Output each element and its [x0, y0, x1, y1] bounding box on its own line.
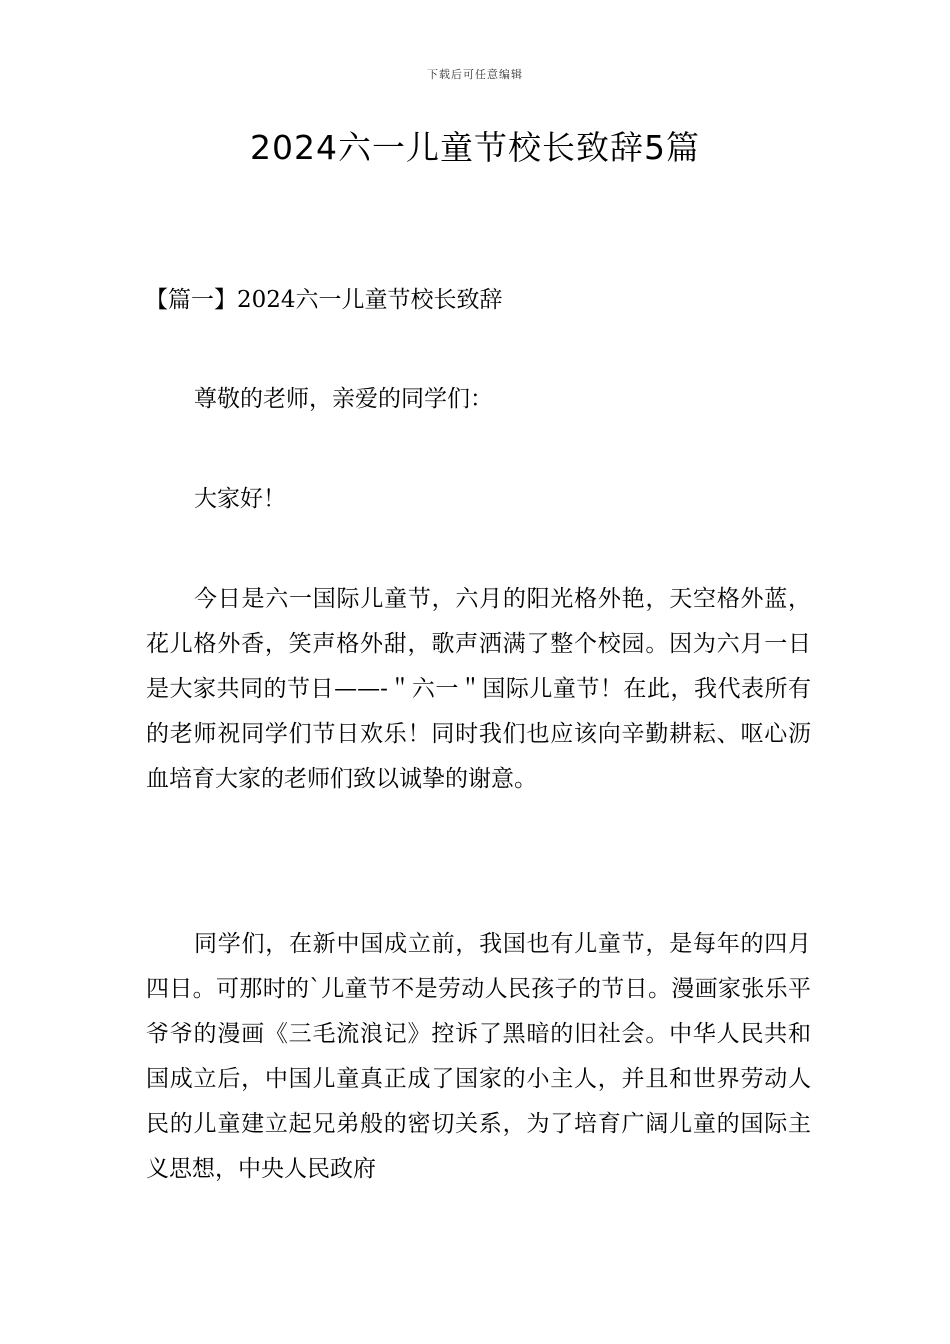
- header-note: 下载后可任意编辑: [427, 68, 523, 81]
- section-heading: 【篇一】2024六一儿童节校长致辞: [145, 287, 503, 313]
- paragraph-body: 同学们，在新中国成立前，我国也有儿童节，是每年的四月四日。可那时的`儿童节不是劳动人民孩子的节日。漫画家张乐平爷爷的漫画《三毛流浪记》控诉了黑暗的旧社会。中华人民共和国成立后，中国儿童真正成了国家的小主人，并且和世界劳动人民的儿童建立起兄弟般的密切关系，为了培育广阔儿童的国际主义思想，中央人民政府: [146, 931, 811, 1182]
- paragraph-body: 今日是六一国际儿童节，六月的阳光格外艳，天空格外蓝，花儿格外香，笑声格外甜，歌声洒满了整个校园。因为六月一日是大家共同的节日——-＂六一＂国际儿童节！在此，我代表所有的老师祝同学们节日欢乐！同时我们也应该向辛勤耕耘、呕心沥血培育大家的老师们致以诚挚的谢意。: [146, 586, 811, 792]
- document-title: 2024六一儿童节校长致辞5篇: [250, 128, 700, 167]
- paragraph-greeting: 大家好！: [194, 486, 286, 512]
- paragraph-salutation: 尊敬的老师，亲爱的同学们：: [194, 386, 493, 412]
